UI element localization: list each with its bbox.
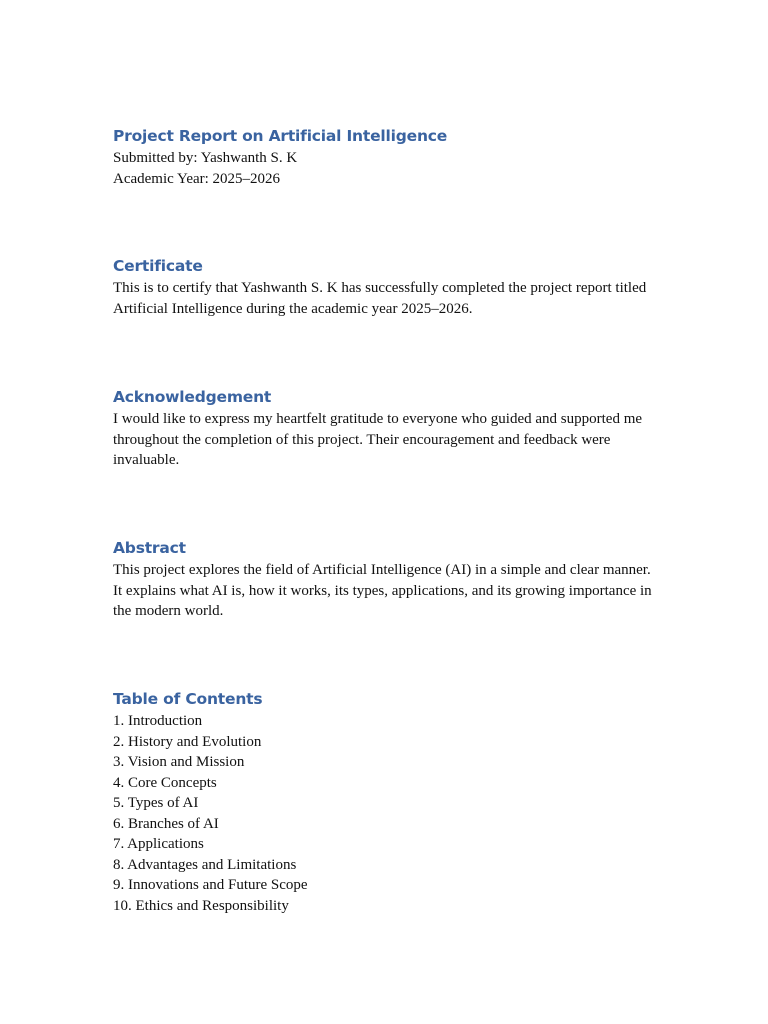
acknowledgement-heading: Acknowledgement <box>113 388 272 406</box>
report-title: Project Report on Artificial Intelligence <box>113 127 448 145</box>
toc-heading: Table of Contents <box>113 690 263 708</box>
abstract-section <box>113 536 658 622</box>
abstract-heading: Abstract <box>113 539 186 557</box>
certificate-text: This is to certify that Yashwanth S. K has successfully completed the project report titled Artificial Intelligence during the academic year 2025–2026. <box>113 280 647 317</box>
toc-item: 9. Innovations and Future Scope <box>113 877 308 893</box>
toc-item: 10. Ethics and Responsibility <box>113 897 289 914</box>
certificate-section <box>113 254 658 319</box>
acknowledgement-section <box>113 385 658 471</box>
abstract-text: This project explores the field of Artificial Intelligence (AI) in a simple and clear manner. It explains what AI is, how it works, its types, applications, and its growing importance in the modern world. <box>113 562 652 619</box>
certificate-heading: Certificate <box>113 257 203 275</box>
toc-item: 8. Advantages and Limitations <box>113 856 297 873</box>
toc-item: 5. Types of AI <box>113 795 199 811</box>
toc-item: 2. History and Evolution <box>113 733 262 750</box>
toc-item: 3. Vision and Mission <box>113 754 245 770</box>
toc-item: 6. Branches of AI <box>113 815 219 832</box>
title-block <box>113 124 658 189</box>
toc-item: 7. Applications <box>113 836 204 852</box>
toc-list <box>113 711 658 916</box>
academic-year: Academic Year: 2025–2026 <box>113 170 281 187</box>
toc-item: 1. Introduction <box>113 713 203 729</box>
acknowledgement-text: I would like to express my heartfelt gratitude to everyone who guided and supported me throughout the completion of this project. Their encouragement and feedback were invaluable. <box>113 411 643 468</box>
toc-section <box>113 687 658 916</box>
submitted-by: Submitted by: Yashwanth S. K <box>113 150 298 166</box>
toc-item: 4. Core Concepts <box>113 774 217 791</box>
